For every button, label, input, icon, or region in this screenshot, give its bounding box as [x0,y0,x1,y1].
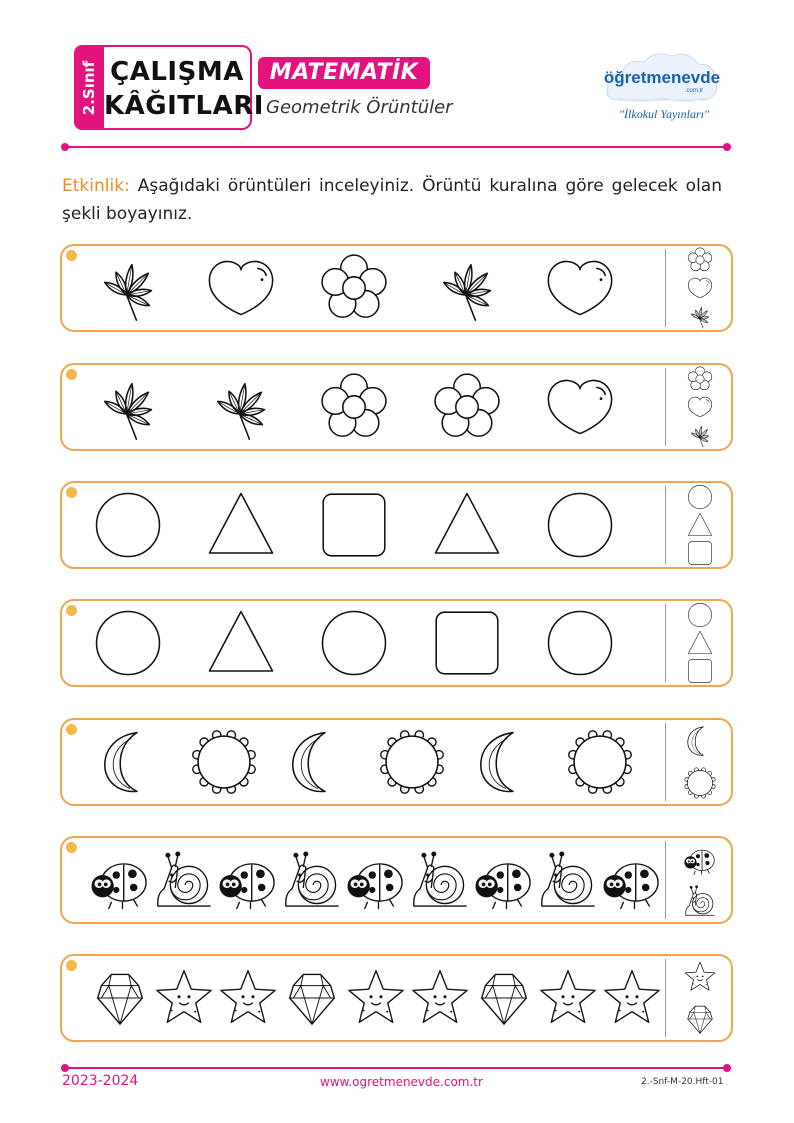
diamond-shape [290,974,335,1024]
pattern-row-2 [60,363,733,451]
instruction-text: Aşağıdaki örüntüleri inceleyiniz. Örüntü kuralına göre gelecek olan şekli boyayınız. [62,176,722,224]
diamond-option[interactable] [688,1006,712,1033]
title-line-2: KÂĞITLARI [104,91,264,121]
snail-shape [158,851,210,906]
answer-options[interactable] [668,956,732,1040]
ladybug-option[interactable] [684,850,714,874]
row-divider [665,368,666,446]
ladybug-shape [603,864,658,909]
topic-label: Geometrik Örüntüler [266,97,453,118]
worksheet-title [104,45,264,130]
answer-options[interactable] [668,601,732,685]
row-divider [665,959,666,1037]
answer-options[interactable] [668,838,732,922]
instruction [62,172,722,228]
leaf-shape [105,384,152,440]
footer-divider [65,1067,727,1069]
flower-shape [435,374,499,436]
leaf-option[interactable] [691,307,708,328]
pattern-row-3 [60,481,733,569]
heart-option[interactable] [688,397,711,417]
square-option[interactable] [689,542,712,565]
instruction-label: Etkinlik: [62,176,130,196]
star-shape [157,971,211,1023]
square-option[interactable] [689,660,712,683]
answer-options[interactable] [668,483,732,567]
row-divider [665,604,666,682]
heart-shape [209,261,272,314]
row-divider [665,249,666,327]
circle-option[interactable] [688,485,711,508]
star-option[interactable] [685,962,715,990]
square-shape [323,494,385,556]
star-shape [413,971,467,1023]
flower-shape [322,255,386,317]
ladybug-shape [347,864,402,909]
diamond-shape [482,974,527,1024]
sun-shape [193,731,255,793]
snail-shape [414,851,466,906]
triangle-shape [436,494,499,554]
publisher-logo [602,48,722,128]
sun-shape [569,731,631,793]
pattern-row-5 [60,718,733,806]
star-shape [541,971,595,1023]
sun-shape [381,731,443,793]
row-divider [665,723,666,801]
answer-options[interactable] [668,720,732,804]
answer-options[interactable] [668,246,732,330]
grade-label: 2.Sınıf [80,60,98,115]
moon-shape [481,733,513,792]
star-shape [349,971,403,1023]
snail-shape [542,851,594,906]
snail-option[interactable] [686,885,715,915]
snail-shape [286,851,338,906]
triangle-shape [210,494,273,554]
flower-shape [322,374,386,436]
heart-option[interactable] [688,278,711,298]
pattern-sequence [62,246,662,330]
pattern-sequence [62,956,662,1040]
pattern-row-4 [60,599,733,687]
answer-options[interactable] [668,365,732,449]
ladybug-shape [475,864,530,909]
circle-shape [97,494,160,557]
pattern-sequence [62,483,662,567]
ladybug-shape [219,864,274,909]
leaf-shape [444,265,491,321]
moon-shape [293,733,325,792]
circle-shape [97,612,160,675]
row-divider [665,841,666,919]
footer-year: 2023-2024 [62,1073,139,1089]
heart-shape [548,261,611,314]
title-line-1: ÇALIŞMA [110,57,244,87]
triangle-option[interactable] [688,631,711,653]
star-shape [605,971,659,1023]
logo-domain: .com.tr [684,88,704,94]
sun-option[interactable] [685,768,715,798]
circle-shape [323,612,386,675]
triangle-shape [210,612,273,672]
pattern-sequence [62,365,662,449]
star-shape [221,971,275,1023]
grade-badge [74,45,104,130]
pattern-sequence [62,601,662,685]
subject-label: MATEMATİK [258,57,430,89]
moon-shape [105,733,137,792]
pattern-row-7 [60,954,733,1042]
pattern-row-6 [60,836,733,924]
logo-text: öğretmenevde [603,68,721,87]
pattern-sequence [62,838,662,922]
circle-shape [549,612,612,675]
flower-option[interactable] [688,248,712,271]
circle-shape [549,494,612,557]
flower-option[interactable] [688,367,712,390]
heart-shape [548,380,611,433]
leaf-shape [105,265,152,321]
leaf-shape [218,384,265,440]
pattern-sequence [62,720,662,804]
triangle-option[interactable] [688,513,711,535]
footer-url[interactable]: www.ogretmenevde.com.tr [320,1075,483,1089]
circle-option[interactable] [688,603,711,626]
pattern-row-1 [60,244,733,332]
footer-code: 2.-Snf-M-20.Hft-01 [641,1077,724,1087]
logo-tagline: "İlkokul Yayınları" [619,107,709,121]
moon-option[interactable] [688,727,704,756]
square-shape [436,612,498,674]
row-divider [665,486,666,564]
leaf-option[interactable] [691,426,708,447]
diamond-shape [98,974,143,1024]
ladybug-shape [91,864,146,909]
header-divider [65,146,727,148]
